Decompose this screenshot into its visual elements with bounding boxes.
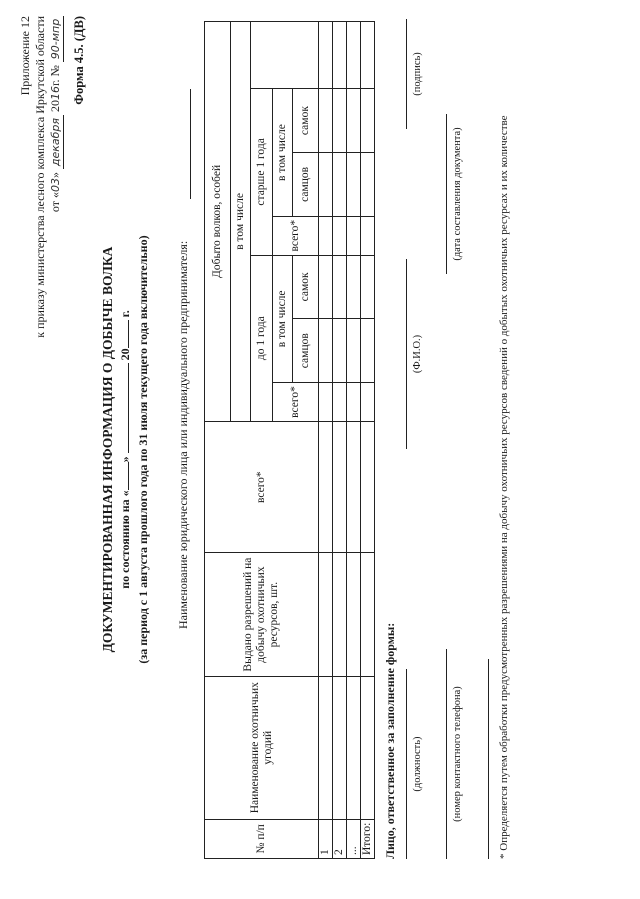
phone-line (446, 649, 447, 859)
header-wolves-taken: Добыто волков, особей (205, 22, 231, 422)
appendix-order: к приказу министерства лесного комплекса Иркутской области (33, 16, 47, 338)
position-caption: (должность) (412, 736, 423, 792)
header-incl-over: в том числе (273, 89, 293, 217)
header-including: в том числе (231, 22, 251, 422)
header-females-over: самок (293, 89, 319, 153)
signature-caption: (подпись) (412, 52, 423, 96)
table-row-total: Итого: (361, 22, 375, 859)
entity-label: Наименование юридического лица или индивидуального предпринимателя: (176, 240, 190, 629)
appendix-year: 16 (49, 86, 62, 101)
footnote: * Определяется путем обработки предусмотренных разрешениями на добычу охотничьих ресурсов сведений о добытых охотничьих ресурсах и их количестве (498, 115, 510, 859)
header-total-under: всего* (273, 383, 319, 422)
header-grounds: Наименование охотничьих угодий (205, 676, 319, 819)
header-total: всего* (205, 421, 319, 553)
period-note: (за период с 1 августа прошлого года по 31 июля текущего года включительно) (136, 235, 150, 664)
header-males-under: самцов (293, 319, 319, 383)
table-row: ... (347, 22, 361, 859)
table-row: 2 (333, 22, 347, 859)
header-total-over: всего* (273, 216, 319, 255)
appendix-day: 03 (49, 178, 62, 193)
header-over-1-year: старше 1 года (251, 89, 273, 255)
fio-line (406, 259, 407, 449)
header-permits: Выдано разрешений на добычу охотничьих ресурсов, шт. (205, 553, 319, 676)
appendix-title: Приложение 12 (18, 16, 32, 96)
header-blank (251, 22, 319, 89)
date-line (446, 114, 447, 274)
wolf-harvest-table (204, 21, 375, 859)
appendix-date-line: от «03» декабря 2016г. № 90-мпр (48, 16, 64, 212)
fio-caption: (Ф.И.О.) (412, 334, 423, 374)
responsible-label: Лицо, ответственное за заполнение формы: (383, 622, 397, 859)
state-date-line: по состоянию на «» 20 г. (118, 310, 132, 589)
header-incl-under: в том числе (273, 255, 293, 383)
header-under-1-year: до 1 года (251, 255, 273, 421)
appendix-number: 90-мпр (49, 16, 64, 62)
header-males-over: самцов (293, 152, 319, 216)
appendix-month: декабря (49, 115, 64, 169)
document-title: ДОКУМЕНТИРОВАННАЯ ИНФОРМАЦИЯ О ДОБЫЧЕ ВОЛКА (100, 246, 115, 653)
header-number: № п/п (205, 819, 319, 858)
header-females-under: самок (293, 255, 319, 319)
date-caption: (дата составления документа) (452, 127, 463, 261)
position-line (406, 669, 407, 859)
footnote-divider (488, 659, 489, 859)
entity-underline (178, 89, 191, 199)
signature-line (406, 19, 407, 129)
table-row: 1 (319, 22, 333, 859)
phone-caption: (номер контактного телефона) (452, 686, 463, 822)
form-code: Форма 4.5. (ДВ) (72, 16, 86, 105)
